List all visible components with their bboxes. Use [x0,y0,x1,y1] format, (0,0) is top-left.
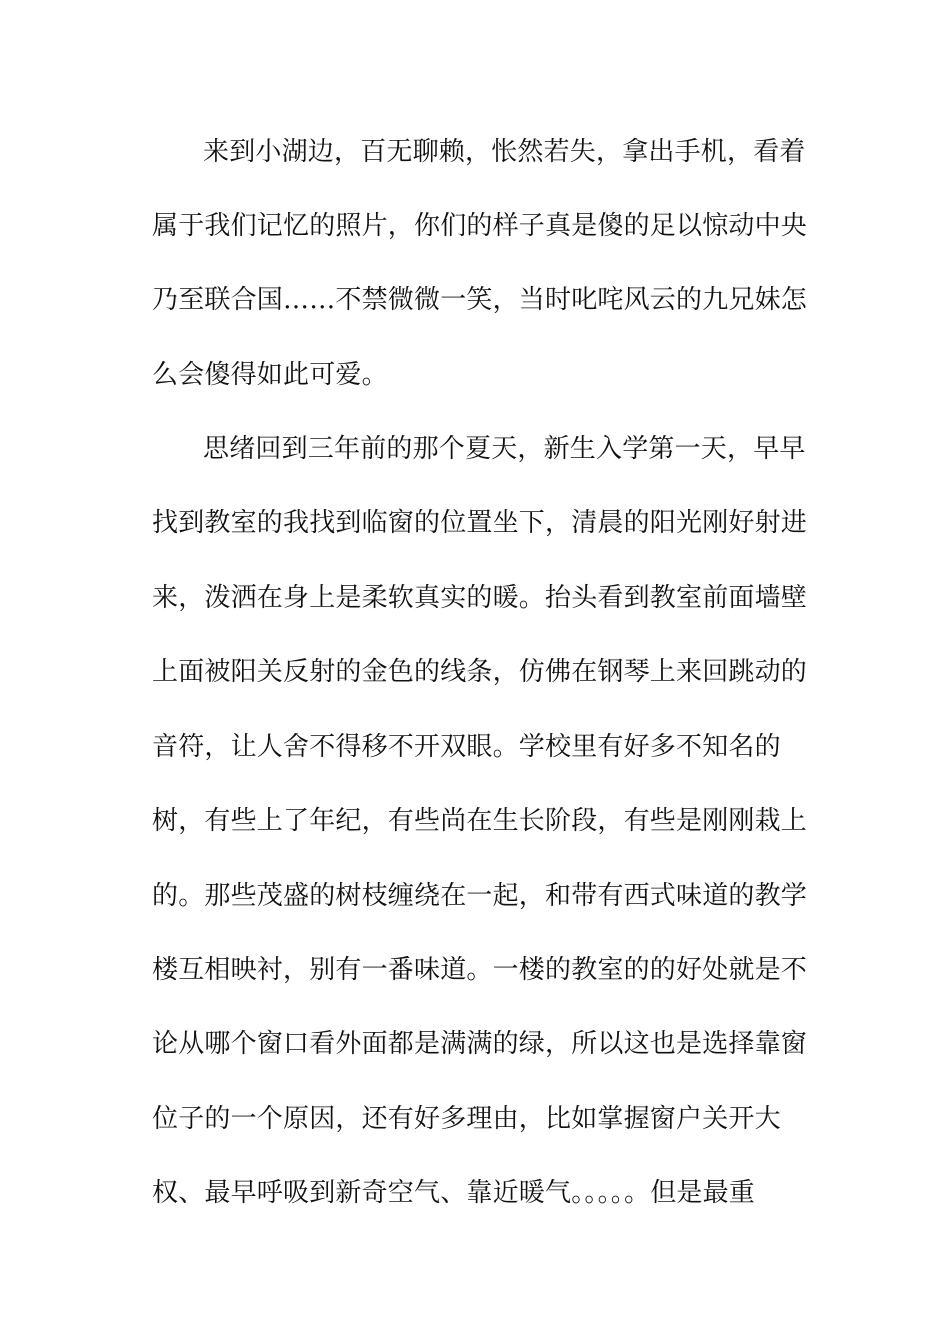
paragraph-2-line-7: 的。那些茂盛的树枝缠绕在一起，和带有西式味道的教学 [152,881,808,911]
paragraph-2-line-1: 思绪回到三年前的那个夏天，新生入学第一天，早早 [203,434,806,464]
paragraph-2-line-9: 论从哪个窗口看外面都是满满的绿，所以这也是选择靠窗 [152,1029,808,1059]
paragraph-2-line-8: 楼互相映衬，别有一番味道。一楼的教室的的好处就是不 [152,955,808,985]
paragraph-2-line-5: 音符，让人舍不得移不开双眼。学校里有好多不知名的 [152,732,781,762]
paragraph-2-line-6: 树，有些上了年纪，有些尚在生长阶段，有些是刚刚栽上 [152,806,808,836]
paragraph-2-line-10: 位子的一个原因，还有好多理由，比如掌握窗户关开大 [152,1104,781,1134]
paragraph-2-line-2: 找到教室的我找到临窗的位置坐下，清晨的阳光刚好射进 [152,508,808,538]
paragraph-2-line-11: 权、最早呼吸到新奇空气、靠近暖气。。。。。但是最重 [152,1178,756,1208]
paragraph-2-line-4: 上面被阳关反射的金色的线条，仿佛在钢琴上来回跳动的 [152,657,808,687]
paragraph-1-line-3: 乃至联合国……不禁微微一笑，当时叱咤风云的九兄妹怎 [152,285,808,315]
paragraph-2-line-3: 来，泼洒在身上是柔软真实的暖。抬头看到教室前面墙壁 [152,583,808,613]
paragraph-1-line-2: 属于我们记忆的照片，你们的样子真是傻的足以惊动中央 [152,211,808,241]
paragraph-1-line-1: 来到小湖边，百无聊赖，怅然若失，拿出手机，看着 [203,137,806,167]
paragraph-1-line-4: 么会傻得如此可爱。 [152,360,388,390]
